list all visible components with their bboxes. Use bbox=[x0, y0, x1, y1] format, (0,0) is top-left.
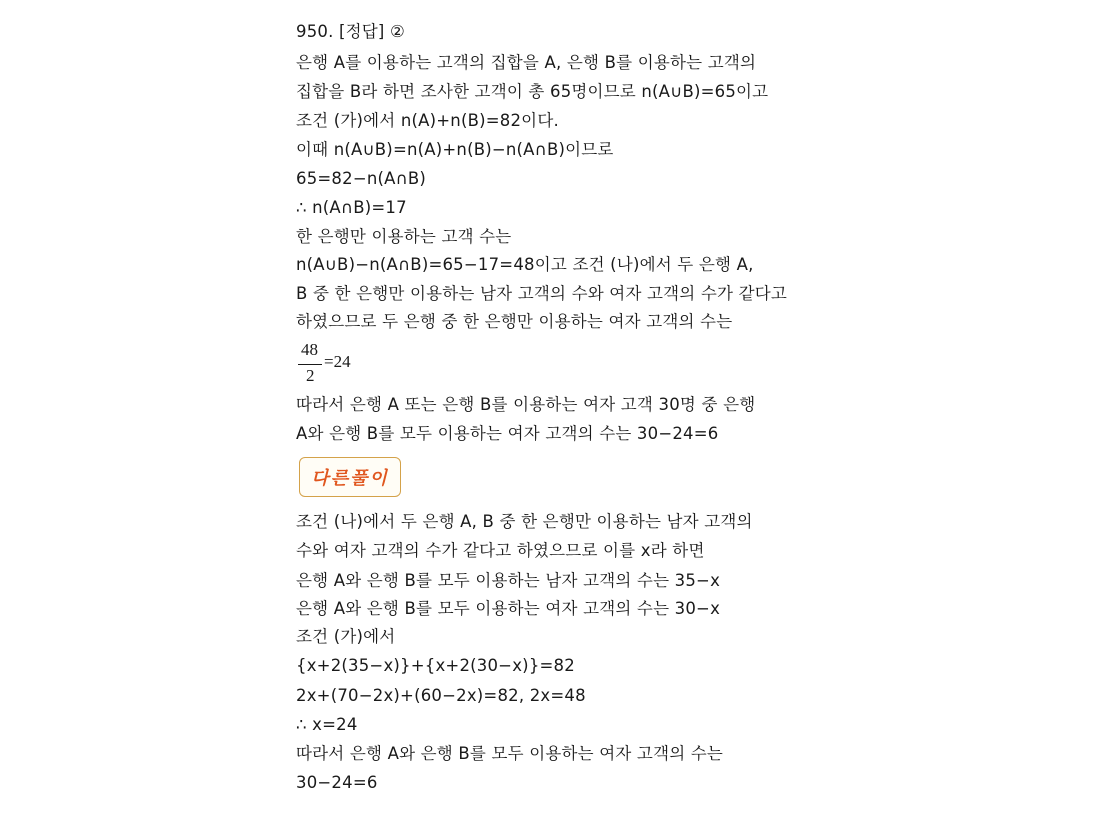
fraction-denominator: 2 bbox=[306, 366, 315, 385]
solution-line: 은행 A를 이용하는 고객의 집합을 A, 은행 B를 이용하는 고객의 bbox=[296, 53, 757, 72]
fraction-numerator: 48 bbox=[301, 340, 318, 359]
solution-line: 이때 n(A∪B)=n(A)+n(B)−n(A∩B)이므로 bbox=[296, 140, 614, 159]
alternative-solution-badge: 다른풀이 bbox=[299, 457, 401, 497]
solution-line: ∴ n(A∩B)=17 bbox=[296, 198, 407, 217]
solution-line: n(A∪B)−n(A∩B)=65−17=48이고 조건 (나)에서 두 은행 A, bbox=[296, 255, 754, 274]
fraction-result: =24 bbox=[324, 352, 351, 371]
solution-line: 따라서 은행 A 또는 은행 B를 이용하는 여자 고객 30명 중 은행 bbox=[296, 395, 756, 414]
solution-line: 한 은행만 이용하는 고객 수는 bbox=[296, 227, 512, 246]
answer-header: 950. [정답] ② bbox=[296, 22, 405, 41]
solution-line: B 중 한 은행만 이용하는 남자 고객의 수와 여자 고객의 수가 같다고 bbox=[296, 284, 788, 303]
alternative-line: {x+2(35−x)}+{x+2(30−x)}=82 bbox=[296, 656, 575, 675]
alternative-line: 은행 A와 은행 B를 모두 이용하는 여자 고객의 수는 30−x bbox=[296, 599, 721, 618]
alternative-line: 은행 A와 은행 B를 모두 이용하는 남자 고객의 수는 35−x bbox=[296, 571, 721, 590]
alternative-line: 수와 여자 고객의 수가 같다고 하였으므로 이를 x라 하면 bbox=[296, 541, 705, 560]
alternative-line: 30−24=6 bbox=[296, 773, 378, 792]
solution-line: 하였으므로 두 은행 중 한 은행만 이용하는 여자 고객의 수는 bbox=[296, 312, 733, 331]
solution-line: A와 은행 B를 모두 이용하는 여자 고객의 수는 30−24=6 bbox=[296, 424, 719, 443]
solution-line: 집합을 B라 하면 조사한 고객이 총 65명이므로 n(A∪B)=65이고 bbox=[296, 82, 769, 101]
solution-line: 조건 (가)에서 n(A)+n(B)=82이다. bbox=[296, 111, 559, 130]
alternative-line: 조건 (나)에서 두 은행 A, B 중 한 은행만 이용하는 남자 고객의 bbox=[296, 512, 753, 531]
alternative-line: 2x+(70−2x)+(60−2x)=82, 2x=48 bbox=[296, 686, 586, 705]
alternative-line: 따라서 은행 A와 은행 B를 모두 이용하는 여자 고객의 수는 bbox=[296, 744, 724, 763]
solution-line: 65=82−n(A∩B) bbox=[296, 169, 427, 188]
alternative-line: ∴ x=24 bbox=[296, 715, 358, 734]
alternative-line: 조건 (가)에서 bbox=[296, 627, 396, 646]
